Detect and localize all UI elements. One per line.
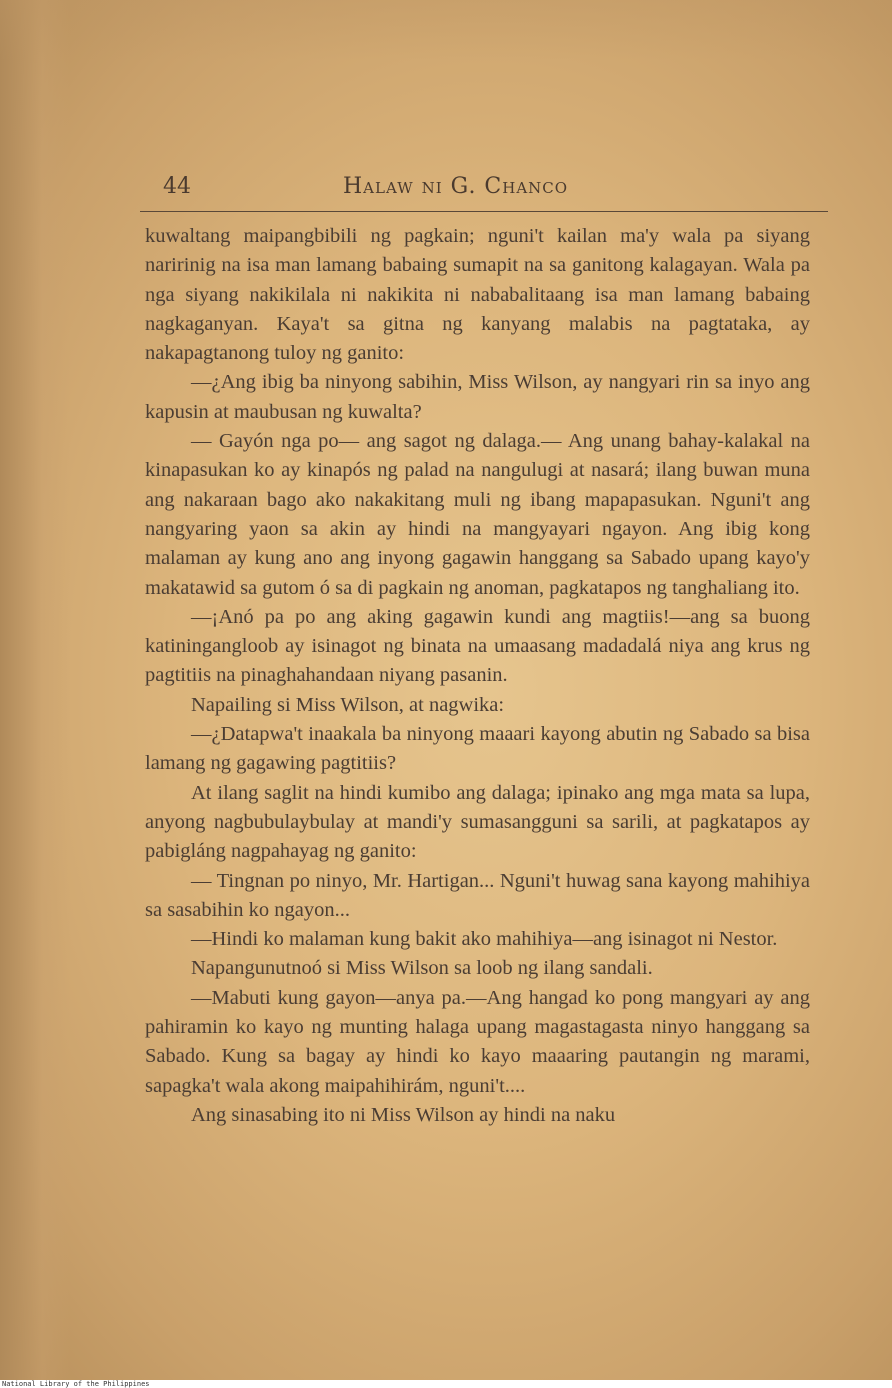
paragraph: At ilang saglit na hindi kumibo ang dalaga; ipinako ang mga mata sa lupa, anyong nagbubulaybulay at mandi'y sumasangguni sa sarili, at pagkatapos ay pabigláng nagpahayag ng ganito:: [145, 781, 810, 863]
header-rule: [140, 211, 828, 212]
paragraph: —Mabuti kung gayon—anya pa.—Ang hangad ko pong mangyari ay ang pahiramin ko kayo ng munting halaga upang magastagasta ninyo hanggang sa Sabado. Kung sa bagay ay hindi ko kayo maaaring pautangin ng marami, sapagka't wala akong maipahihirám, nguni't....: [145, 986, 810, 1097]
page-number: 44: [163, 174, 191, 199]
paragraph: —¿Ang ibig ba ninyong sabihin, Miss Wilson, ay nangyari rin sa inyo ang kapusin at maubusan ng kuwalta?: [145, 371, 810, 423]
paragraph: kuwaltang maipangbibili ng pagkain; nguni't kailan ma'y wala pa siyang naririnig na isa man lamang babaing sumapit na sa ganitong kalagayan. Wala pa nga siyang nakikilala ni nakikita ni nababalitaang isa man lamang babaing nagkaganyan. Kaya't sa gitna ng kanyang malabis na pagtataka, ay nakapagtanong tuloy ng ganito:: [145, 225, 810, 365]
paragraph: Napangunutnoó si Miss Wilson sa loob ng ilang sandali.: [191, 957, 653, 980]
library-credit: National Library of the Philippines: [2, 1380, 150, 1388]
paragraph: — Tingnan po ninyo, Mr. Hartigan... Nguni't huwag sana kayong mahihiya sa sasabihin ko ngayon...: [145, 869, 810, 921]
paragraph: Napailing si Miss Wilson, at nagwika:: [191, 693, 505, 716]
page-header: [163, 174, 827, 204]
running-title: Halaw ni G. Chanco: [343, 174, 569, 199]
body-text: [145, 222, 810, 1130]
paragraph: — Gayón nga po— ang sagot ng dalaga.— Ang unang bahay-kalakal na kinapasukan ko ay kinapós ng palad na nangulugi at nasará; ilang buwan muna ang nakaraan bago ako nakakitang muli ng ibang mapapasukan. Nguni't ang nangyaring yaon sa akin ay hindi na mangyayari ngayon. Ang ibig kong malaman ay kung ano ang inyong gagawin hanggang sa Sabado upang kayo'y makatawid sa gutom ó sa di pagkain ng anoman, pagkatapos ng tanghaliang ito.: [145, 430, 810, 599]
paragraph: —Hindi ko malaman kung bakit ako mahihiya—ang isinagot ni Nestor.: [191, 928, 778, 951]
paragraph: —¡Anó pa po ang aking gagawin kundi ang magtiis!—ang sa buong katiningangloob ay isinagot ng binata na umaasang madadalá niya ang krus ng pagtitiis na pinaghahandaan niyang pasanin.: [145, 605, 810, 687]
paragraph: Ang sinasabing ito ni Miss Wilson ay hindi na naku: [191, 1103, 616, 1126]
paragraph: —¿Datapwa't inaakala ba ninyong maaari kayong abutin ng Sabado sa bisa lamang ng gagawing pagtitiis?: [145, 723, 810, 775]
